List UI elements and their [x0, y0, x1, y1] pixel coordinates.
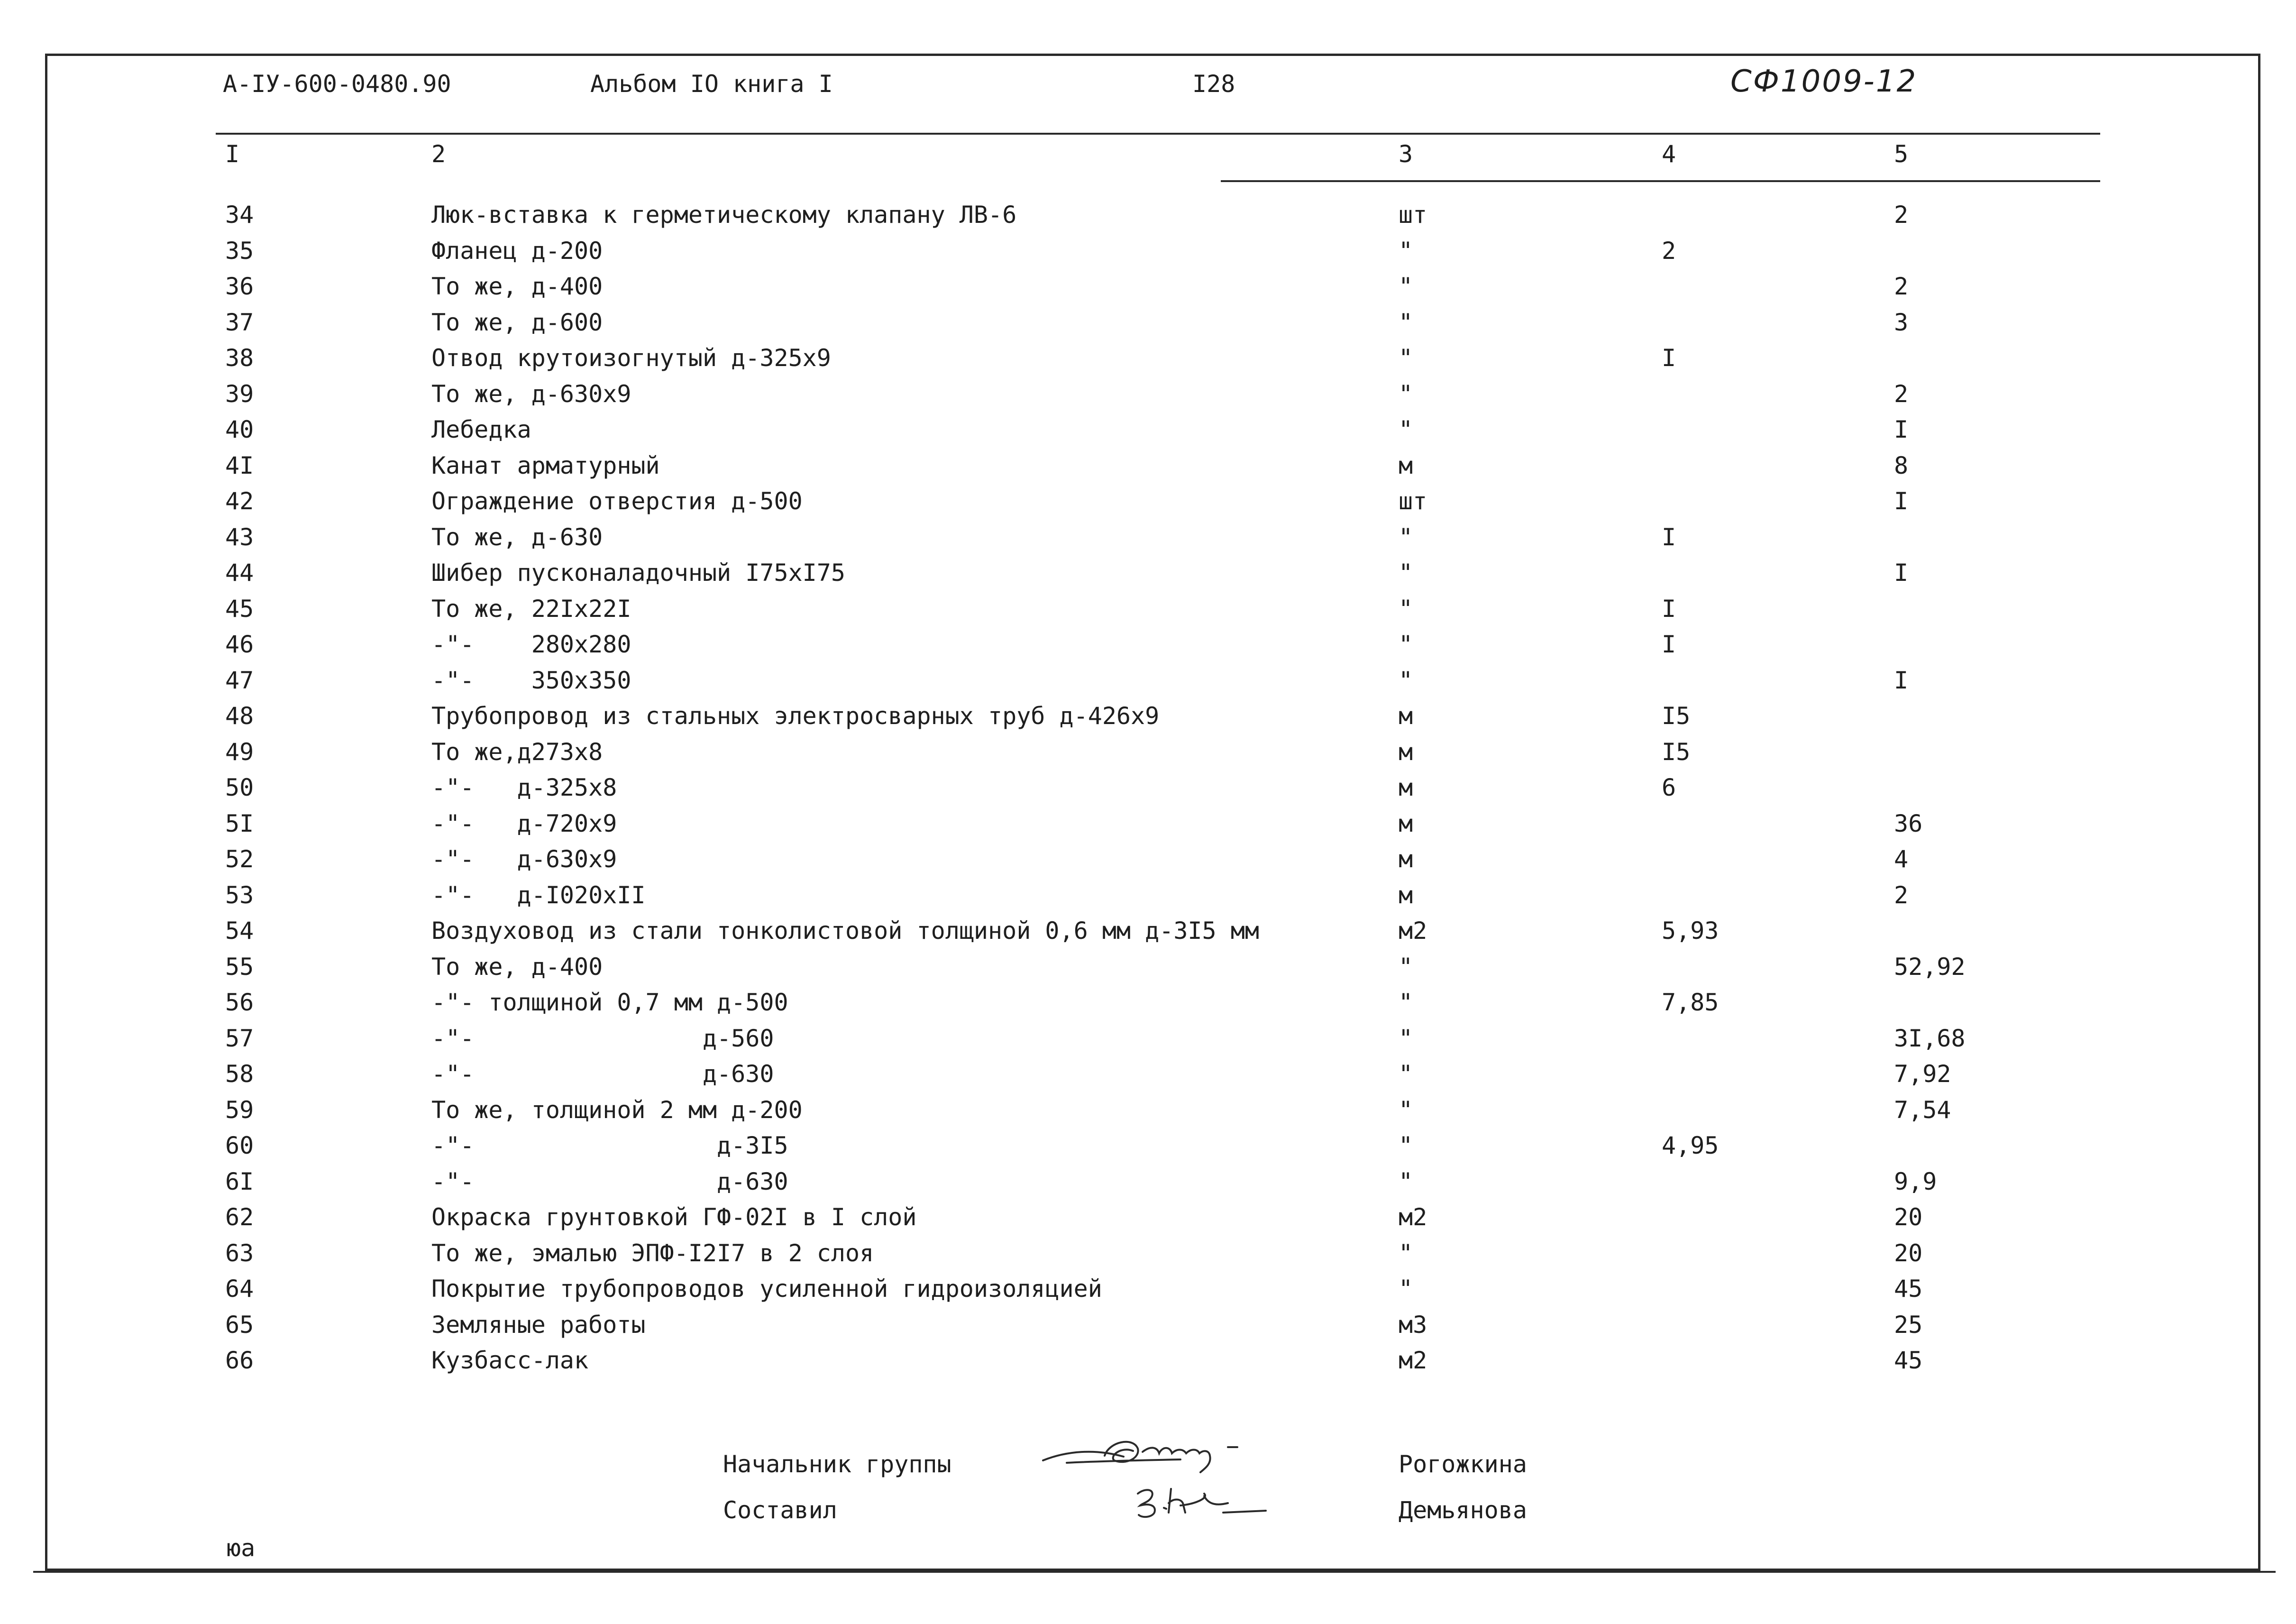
item-name: -"- д-630	[431, 1167, 788, 1195]
row-number: 46	[225, 631, 254, 658]
row-number: 57	[225, 1024, 254, 1052]
row-number: 43	[225, 523, 254, 551]
item-name: Ограждение отверстия д-500	[431, 487, 803, 515]
item-unit: м	[1399, 738, 1413, 766]
item-unit: "	[1399, 1167, 1413, 1195]
item-name: То же, толщиной 2 мм д-200	[431, 1096, 803, 1124]
row-number: 53	[225, 881, 254, 909]
col5-value: I	[1894, 487, 1909, 515]
item-unit: "	[1399, 989, 1413, 1016]
doc-code: А-IУ-600-0480.90	[223, 70, 451, 98]
item-name: То же,д273х8	[431, 738, 603, 766]
item-unit: "	[1399, 1024, 1413, 1052]
column-header-1: I	[225, 140, 240, 168]
col5-value: 2	[1894, 881, 1909, 909]
column-header-3: 3	[1399, 140, 1413, 168]
bottom-rule	[33, 1571, 2276, 1573]
col4-value: I	[1662, 595, 1676, 623]
table-row	[0, 1349, 2296, 1385]
item-name: То же, д-400	[431, 273, 603, 300]
item-unit: "	[1399, 237, 1413, 265]
table-row	[0, 740, 2296, 776]
row-number: 55	[225, 953, 254, 981]
row-number: 65	[225, 1311, 254, 1339]
col5-value: 9,9	[1894, 1167, 1937, 1195]
row-number: 47	[225, 666, 254, 694]
item-name: -"- д-3I5	[431, 1132, 788, 1159]
table-row	[0, 955, 2296, 991]
item-unit: "	[1399, 1275, 1413, 1303]
item-unit: м	[1399, 702, 1413, 730]
col4-value: 5,93	[1662, 917, 1719, 945]
col5-value: 20	[1894, 1203, 1923, 1231]
table-body	[0, 203, 2296, 1385]
page-number: I28	[1192, 70, 1235, 98]
row-number: 42	[225, 487, 254, 515]
item-name: Отвод крутоизогнутый д-325х9	[431, 344, 831, 372]
row-number: 36	[225, 273, 254, 300]
table-row	[0, 809, 2296, 848]
item-name: -"- 350х350	[431, 666, 631, 694]
item-name: То же, 22Iх22I	[431, 595, 631, 623]
item-unit: м	[1399, 809, 1413, 837]
col5-value: I	[1894, 416, 1909, 443]
item-unit: шт	[1399, 487, 1427, 515]
row-number: 50	[225, 774, 254, 801]
table-row	[0, 1277, 2296, 1313]
signature-role-1: Начальник группы	[723, 1450, 951, 1478]
col5-value: 7,92	[1894, 1060, 1951, 1088]
album-label: Альбом IO книга I	[590, 70, 833, 98]
col5-value: 45	[1894, 1347, 1923, 1374]
item-unit: м	[1399, 774, 1413, 801]
item-name: Люк-вставка к герметическому клапану ЛВ-6	[431, 201, 1017, 229]
column-header-5: 5	[1894, 140, 1909, 168]
table-row	[0, 308, 2296, 347]
handwritten-signature-2	[1133, 1479, 1275, 1522]
item-unit: м	[1399, 881, 1413, 909]
col5-value: 3I,68	[1894, 1024, 1966, 1052]
item-unit: м	[1399, 451, 1413, 479]
handwritten-signature-1	[1038, 1427, 1304, 1479]
item-unit: "	[1399, 344, 1413, 372]
row-number: 58	[225, 1060, 254, 1088]
table-row	[0, 275, 2296, 311]
row-number: 63	[225, 1239, 254, 1267]
item-name: -"- д-560	[431, 1024, 774, 1052]
row-number: 34	[225, 201, 254, 229]
item-unit: "	[1399, 631, 1413, 658]
item-name: -"- толщиной 0,7 мм д-500	[431, 989, 788, 1016]
item-unit: м2	[1399, 1347, 1427, 1374]
item-name: Покрытие трубопроводов усиленной гидроизоляцией	[431, 1275, 1102, 1303]
row-number: 54	[225, 917, 254, 945]
table-row	[0, 203, 2296, 239]
row-number: 6I	[225, 1167, 254, 1195]
col5-value: 7,54	[1894, 1096, 1951, 1124]
table-row	[0, 883, 2296, 919]
row-number: 37	[225, 308, 254, 336]
table-row	[0, 239, 2296, 275]
row-number: 35	[225, 237, 254, 265]
row-number: 48	[225, 702, 254, 730]
item-name: Земляные работы	[431, 1311, 646, 1339]
item-name: -"- д-630	[431, 1060, 774, 1088]
col5-value: 4	[1894, 845, 1909, 873]
table-row	[0, 666, 2296, 705]
table-row	[0, 489, 2296, 525]
col5-value: 2	[1894, 201, 1909, 229]
table-row	[0, 1241, 2296, 1277]
table-row	[0, 1313, 2296, 1349]
signature-role-2: Составил	[723, 1496, 837, 1524]
item-unit: шт	[1399, 201, 1427, 229]
col4-value: 2	[1662, 237, 1676, 265]
table-row	[0, 1205, 2296, 1241]
row-number: 4I	[225, 451, 254, 479]
item-name: Канат арматурный	[431, 451, 660, 479]
item-unit: "	[1399, 1096, 1413, 1124]
row-number: 59	[225, 1096, 254, 1124]
item-unit: "	[1399, 1132, 1413, 1159]
row-number: 5I	[225, 809, 254, 837]
col5-value: 20	[1894, 1239, 1923, 1267]
item-unit: м3	[1399, 1311, 1427, 1339]
col5-value: 8	[1894, 451, 1909, 479]
row-number: 49	[225, 738, 254, 766]
table-row	[0, 1098, 2296, 1134]
table-row	[0, 382, 2296, 418]
col5-value: 3	[1894, 308, 1909, 336]
item-unit: м	[1399, 845, 1413, 873]
item-unit: "	[1399, 273, 1413, 300]
item-name: -"- д-325х8	[431, 774, 617, 801]
col5-value: 52,92	[1894, 953, 1966, 981]
col5-value: 2	[1894, 273, 1909, 300]
signature-name-2: Демьянова	[1399, 1496, 1527, 1524]
col4-value: 4,95	[1662, 1132, 1719, 1159]
item-unit: "	[1399, 380, 1413, 408]
item-name: То же, д-600	[431, 308, 603, 336]
table-row	[0, 776, 2296, 812]
row-number: 52	[225, 845, 254, 873]
col4-value: I	[1662, 344, 1676, 372]
row-number: 60	[225, 1132, 254, 1159]
footer-mark: юа	[227, 1534, 256, 1562]
item-name: То же, д-630х9	[431, 380, 631, 408]
row-number: 66	[225, 1347, 254, 1374]
row-number: 38	[225, 344, 254, 372]
item-name: Трубопровод из стальных электросварных труб д-426х9	[431, 702, 1160, 730]
item-name: То же, д-400	[431, 953, 603, 981]
item-name: Кузбасс-лак	[431, 1347, 589, 1374]
item-name: То же, д-630	[431, 523, 603, 551]
col4-value: I	[1662, 631, 1676, 658]
row-number: 45	[225, 595, 254, 623]
table-row	[0, 418, 2296, 454]
col4-value: I5	[1662, 702, 1691, 730]
table-row	[0, 451, 2296, 490]
col5-value: 45	[1894, 1275, 1923, 1303]
item-unit: "	[1399, 523, 1413, 551]
item-name: Фланец д-200	[431, 237, 603, 265]
column-header-4: 4	[1662, 140, 1676, 168]
item-name: -"- д-720х9	[431, 809, 617, 837]
col5-value: I	[1894, 666, 1909, 694]
item-name: Лебедка	[431, 416, 531, 443]
item-unit: "	[1399, 953, 1413, 981]
table-row	[0, 597, 2296, 633]
item-name: Окраска грунтовкой ГФ-02I в I слой	[431, 1203, 917, 1231]
col5-value: 36	[1894, 809, 1923, 837]
table-row	[0, 704, 2296, 740]
col5-value: 2	[1894, 380, 1909, 408]
table-row	[0, 1134, 2296, 1170]
item-unit: "	[1399, 666, 1413, 694]
table-row	[0, 633, 2296, 669]
table-row	[0, 346, 2296, 382]
header-rule-top	[216, 133, 2100, 135]
col4-value: 6	[1662, 774, 1676, 801]
item-unit: "	[1399, 1239, 1413, 1267]
col5-value: I	[1894, 559, 1909, 587]
row-number: 56	[225, 989, 254, 1016]
signature-name-1: Рогожкина	[1399, 1450, 1527, 1478]
row-number: 40	[225, 416, 254, 443]
item-unit: "	[1399, 559, 1413, 587]
table-row	[0, 1024, 2296, 1063]
row-number: 39	[225, 380, 254, 408]
table-row	[0, 847, 2296, 883]
sheet-code: СФ1009-12	[1730, 64, 1918, 99]
item-name: -"- 280х280	[431, 631, 631, 658]
table-row	[0, 525, 2296, 561]
col4-value: I	[1662, 523, 1676, 551]
item-unit: м2	[1399, 917, 1427, 945]
item-name: То же, эмалью ЭПФ-I2I7 в 2 слоя	[431, 1239, 874, 1267]
item-unit: "	[1399, 1060, 1413, 1088]
col5-value: 25	[1894, 1311, 1923, 1339]
col4-value: I5	[1662, 738, 1691, 766]
item-name: -"- д-I020хII	[431, 881, 646, 909]
row-number: 64	[225, 1275, 254, 1303]
table-row	[0, 1167, 2296, 1206]
col4-value: 7,85	[1662, 989, 1719, 1016]
table-row	[0, 991, 2296, 1027]
item-unit: "	[1399, 308, 1413, 336]
item-name: Шибер пусконаладочный I75хI75	[431, 559, 845, 587]
table-row	[0, 919, 2296, 955]
item-unit: "	[1399, 416, 1413, 443]
table-row	[0, 1062, 2296, 1098]
column-header-2: 2	[431, 140, 446, 168]
header-rule-bottom	[1221, 180, 2100, 182]
item-unit: "	[1399, 595, 1413, 623]
row-number: 44	[225, 559, 254, 587]
row-number: 62	[225, 1203, 254, 1231]
table-row	[0, 561, 2296, 597]
item-name: -"- д-630х9	[431, 845, 617, 873]
item-unit: м2	[1399, 1203, 1427, 1231]
item-name: Воздуховод из стали тонколистовой толщиной 0,6 мм д-3I5 мм	[431, 917, 1259, 945]
